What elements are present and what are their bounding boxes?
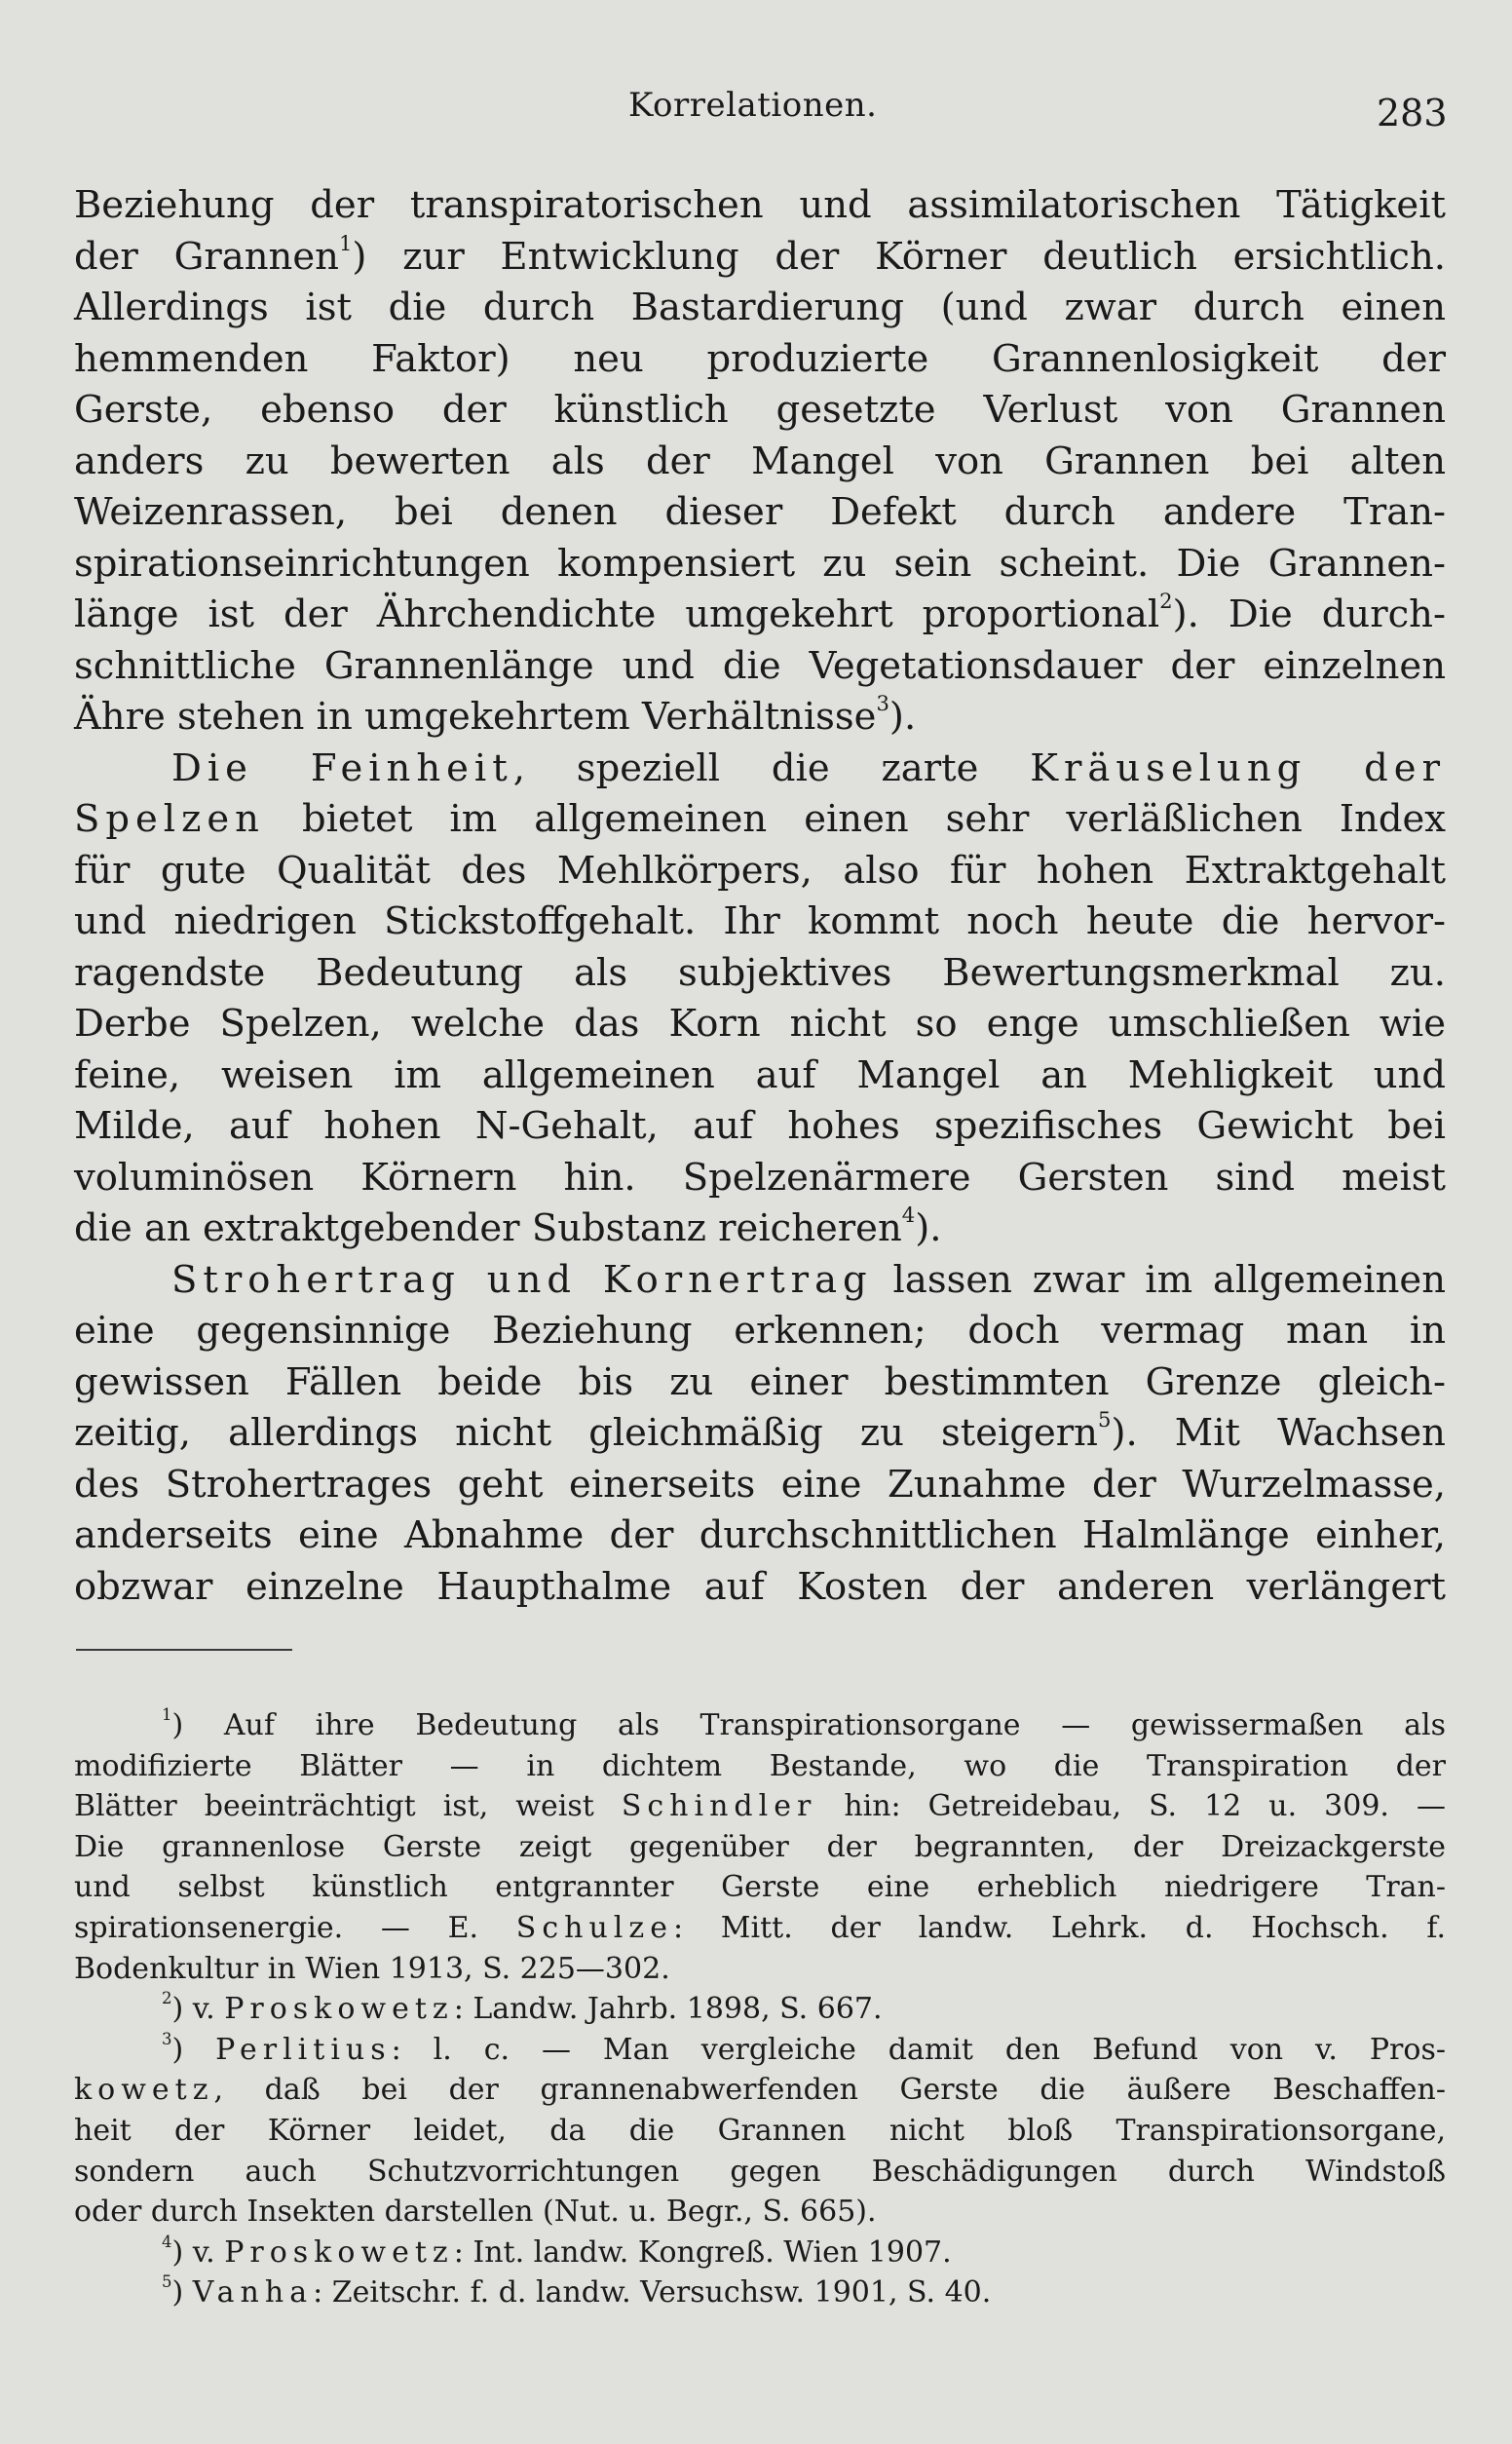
- footnote-1-line-6: spirationsenergie. — E. Schulze: Mitt. der landw. Lehrk. d. Hochsch. f.: [74, 1910, 1446, 1945]
- author-schindler: Schindler: [621, 1789, 817, 1824]
- main-line-6: anders zu bewerten als der Mangel von Grannen bei alten: [74, 439, 1446, 483]
- author-schulze: Schulze: [515, 1910, 673, 1945]
- footnote-3-line-4: sondern auch Schutzvorrichtungen gegen Beschädigungen durch Windstoß: [74, 2154, 1446, 2189]
- footnote-ref-1: 1: [338, 230, 353, 255]
- main-line-16: ragendste Bedeutung als subjektives Bewertungsmerkmal zu.: [74, 950, 1446, 995]
- footnote-4: $^4$) v. Proskowetz: Int. landw. Kongreß. Wien 1907.: [162, 2232, 952, 2270]
- footnote-1-line-4: Die grannenlose Gerste zeigt gegenüber der begrannten, der Dreizackgerste: [74, 1829, 1446, 1864]
- main-line-1: Beziehung der transpiratorischen und assimilatorischen Tätigkeit: [74, 183, 1446, 227]
- main-line-10: schnittliche Grannenlänge und die Vegetationsdauer der einzelnen: [74, 643, 1446, 688]
- author-perlitius: Perlitius: [215, 2032, 392, 2067]
- main-text-block: [74, 180, 1446, 1613]
- main-line-19: Milde, auf hohen N-Gehalt, auf hohes spezifisches Gewicht bei: [74, 1104, 1446, 1148]
- footnote-1-line-7: Bodenkultur in Wien 1913, S. 225—302.: [74, 1951, 670, 1986]
- main-line-15: und niedrigen Stickstoffgehalt. Ihr kommt noch heute die hervor-: [74, 899, 1446, 943]
- main-line-23: eine gegensinnige Beziehung erkennen; doch vermag man in: [74, 1309, 1446, 1353]
- emphasis-kraeuselung: Kräuselung der: [1030, 745, 1446, 790]
- footnote-3-line-1: $^3$) Perlitius: l. c. — Man vergleiche damit den Befund von v. Pros-: [162, 2029, 1446, 2067]
- main-line-18: feine, weisen im allgemeinen auf Mangel an Mehligkeit und: [74, 1052, 1446, 1097]
- footnote-3-line-5: oder durch Insekten darstellen (Nut. u. Begr., S. 665).: [74, 2195, 877, 2230]
- main-line-5: Gerste, ebenso der künstlich gesetzte Verlust von Grannen: [74, 388, 1446, 432]
- footnote-2: $^2$) v. Proskowetz: Landw. Jahrb. 1898, S. 667.: [162, 1989, 883, 2027]
- author-proskowetz-2: Proskowetz: [224, 2234, 454, 2270]
- main-line-25: zeitig, allerdings nicht gleichmäßig zu steigern$^5$). Mit Wachsen: [74, 1406, 1446, 1455]
- main-line-14: für gute Qualität des Mehlkörpers, also für hohen Extraktgehalt: [74, 848, 1446, 893]
- main-line-8: spirationseinrichtungen kompensiert zu sein scheint. Die Grannen-: [74, 541, 1446, 586]
- footnote-1-line-5: und selbst künstlich entgrannter Gerste eine erheblich niedrigere Tran-: [74, 1870, 1446, 1905]
- footnote-5: $^5$) Vanha: Zeitschr. f. d. landw. Versuchsw. 1901, S. 40.: [162, 2272, 992, 2310]
- main-line-2: der Grannen$^1$) zur Entwicklung der Körner deutlich ersichtlich.: [74, 230, 1446, 279]
- main-line-4: hemmenden Faktor) neu produzierte Grannenlosigkeit der: [74, 336, 1446, 381]
- author-proskowetz-cont: kowetz: [74, 2073, 214, 2108]
- running-head: Korrelationen.: [628, 86, 878, 125]
- main-line-20: voluminösen Körnern hin. Spelzenärmere Gersten sind meist: [74, 1155, 1446, 1200]
- main-line-26: des Strohertrages geht einerseits eine Zunahme der Wurzelmasse,: [74, 1462, 1446, 1507]
- main-line-27: anderseits eine Abnahme der durchschnittlichen Halmlänge einher,: [74, 1513, 1446, 1557]
- emphasis-spelzen: Spelzen: [74, 797, 265, 841]
- footnote-separator-rule: [76, 1649, 292, 1651]
- footnote-3-line-2: kowetz, daß bei der grannenabwerfenden Gerste die äußere Beschaffen-: [74, 2073, 1446, 2108]
- footnote-ref-2: 2: [1159, 588, 1173, 613]
- page-number: 283: [1377, 92, 1448, 134]
- main-line-7: Weizenrassen, bei denen dieser Defekt durch andere Tran-: [74, 490, 1446, 534]
- author-proskowetz: Proskowetz: [224, 1992, 454, 2027]
- footnote-ref-4: 4: [901, 1202, 916, 1227]
- emphasis-feinheit: Die Feinheit: [171, 745, 513, 790]
- footnote-1-line-3: Blätter beeinträchtigt ist, weist Schindler hin: Getreidebau, S. 12 u. 309. —: [74, 1789, 1446, 1824]
- main-line-28: obzwar einzelne Haupthalme auf Kosten der anderen verlängert: [74, 1564, 1446, 1609]
- main-line-21: die an extraktgebender Substanz reicheren$^4$).: [74, 1202, 942, 1250]
- main-line-13: Spelzen bietet im allgemeinen einen sehr verläßlichen Index: [74, 797, 1446, 841]
- main-line-3: Allerdings ist die durch Bastardierung (und zwar durch einen: [74, 286, 1446, 329]
- footnote-3-line-3: heit der Körner leidet, da die Grannen nicht bloß Transpirationsorgane,: [74, 2113, 1446, 2148]
- footnote-1-line-1: $^1$) Auf ihre Bedeutung als Transpirationsorgane — gewissermaßen als: [162, 1705, 1446, 1742]
- footnotes-block: [74, 1705, 1446, 2313]
- main-line-22: Strohertrag und Kornertrag lassen zwar im allgemeinen: [171, 1257, 1446, 1302]
- main-line-12: Die Feinheit, speziell die zarte Kräuselung der: [171, 745, 1446, 790]
- main-line-17: Derbe Spelzen, welche das Korn nicht so enge umschließen wie: [74, 1002, 1446, 1046]
- footnote-ref-3: 3: [876, 690, 889, 715]
- emphasis-strohertrag: Strohertrag und Kornertrag: [171, 1257, 873, 1302]
- main-line-24: gewissen Fällen beide bis zu einer bestimmten Grenze gleich-: [74, 1359, 1446, 1404]
- main-line-11: Ähre stehen in umgekehrtem Verhältnisse$^3$).: [74, 690, 917, 739]
- footnote-ref-5: 5: [1097, 1406, 1112, 1432]
- main-line-9: länge ist der Ährchendichte umgekehrt proportional$^2$). Die durch-: [74, 588, 1446, 636]
- footnote-1-line-2: modifizierte Blätter — in dichtem Bestande, wo die Transpiration der: [74, 1748, 1446, 1783]
- author-vanha: Vanha: [192, 2275, 314, 2310]
